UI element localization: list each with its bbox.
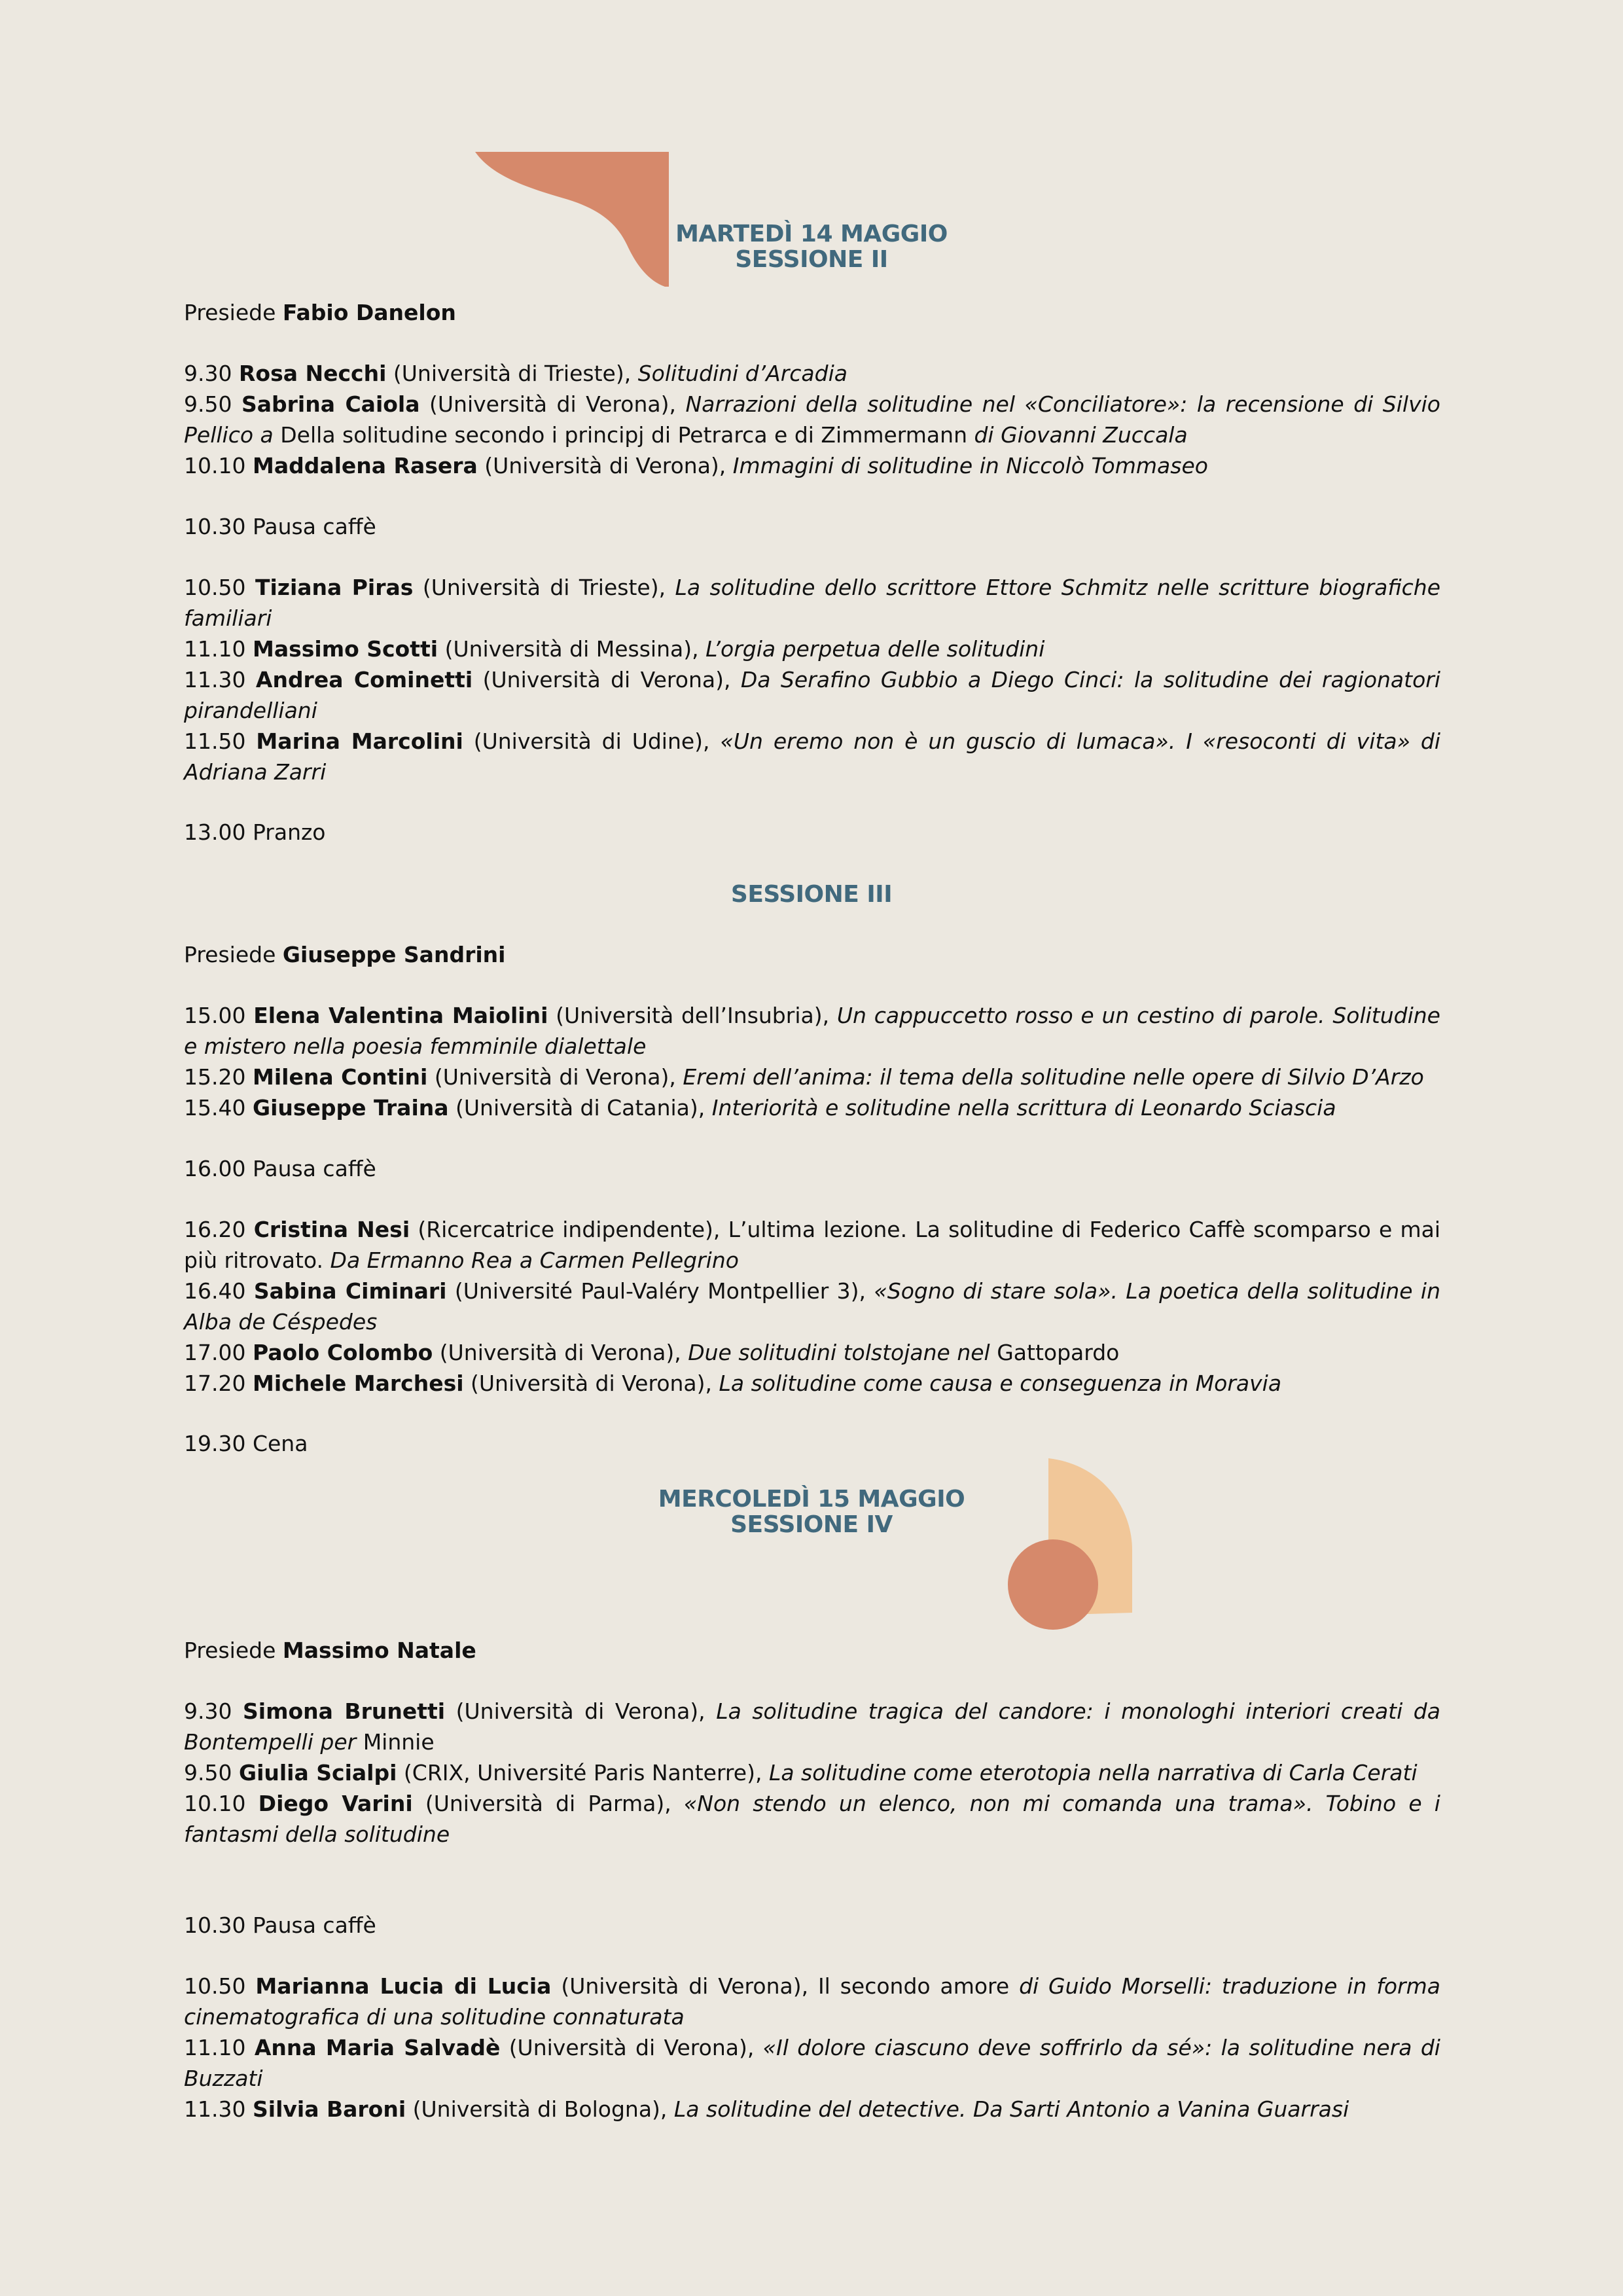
text-span: Gattopardo xyxy=(997,1340,1120,1365)
program-entry xyxy=(184,1757,1440,1788)
text-span: Presiede xyxy=(184,1638,276,1663)
dinner xyxy=(184,1428,1440,1459)
session2-chair xyxy=(184,297,1440,328)
speaker-name: Giuseppe Traina xyxy=(252,1095,449,1121)
speaker-name: Simona Brunetti xyxy=(243,1698,446,1724)
chair-name: Fabio Danelon xyxy=(282,300,456,325)
speaker-name: Elena Valentina Maiolini xyxy=(253,1003,548,1028)
speaker-name: Tiziana Piras xyxy=(255,575,414,600)
text-span: Presiede xyxy=(184,300,276,325)
text-span: 10.50 xyxy=(184,575,246,600)
day2-date: MERCOLEDÌ 15 MAGGIO xyxy=(658,1486,965,1513)
text-span: Della solitudine secondo i principj di Petrarca e di Zimmermann xyxy=(280,422,967,448)
talk-title: Narrazioni della solitudine nel «Conciliatore»: la recensione di Silvio Pellico a xyxy=(184,391,1440,448)
program-entry xyxy=(184,2032,1440,2094)
text-span: 9.50 xyxy=(184,1760,232,1785)
text-span: 11.10 xyxy=(184,2035,246,2060)
talk-title: Due solitudini tolstojane nel xyxy=(688,1340,990,1365)
text-span: (Università dell’Insubria), xyxy=(556,1003,830,1028)
talk-title: Solitudini d’Arcadia xyxy=(637,361,847,386)
speaker-name: Massimo Scotti xyxy=(252,636,438,662)
speaker-name: Michele Marchesi xyxy=(252,1371,464,1396)
speaker-name: Marina Marcolini xyxy=(256,728,463,754)
program-entry xyxy=(184,1214,1440,1276)
program-line xyxy=(184,297,1440,328)
talk-title: di Giovanni Zuccala xyxy=(974,422,1188,448)
program-line: 16.00 Pausa caffè xyxy=(184,1156,376,1181)
text-span: (Università di Bologna), xyxy=(412,2096,668,2122)
program-line: 19.30 Cena xyxy=(184,1431,308,1456)
session3-talks-b xyxy=(184,1214,1440,1399)
text-span: 15.00 xyxy=(184,1003,246,1028)
speaker-name: Silvia Baroni xyxy=(252,2096,406,2122)
talk-title: «Sogno di stare sola». La poetica della solitudine in Alba de Céspedes xyxy=(184,1278,1441,1335)
peach-circle-decoration xyxy=(1005,1458,1133,1630)
text-span: (Università di Parma), xyxy=(425,1791,671,1816)
program-entry xyxy=(184,358,1440,389)
program-line xyxy=(184,939,1440,970)
text-span: 9.30 xyxy=(184,361,232,386)
program-line xyxy=(184,1635,1440,1666)
talk-title: Un cappuccetto rosso e un cestino di parole. Solitudine e mistero nella poesia femminile dialettale xyxy=(184,1003,1440,1059)
text-span: 11.10 xyxy=(184,636,246,662)
text-span: (Università di Verona), xyxy=(484,453,726,478)
program-entry xyxy=(184,1062,1440,1092)
program-entry xyxy=(184,1276,1440,1337)
text-span: (CRIX, Université Paris Nanterre), xyxy=(403,1760,762,1785)
lunch xyxy=(184,817,1440,848)
speaker-name: Giulia Scialpi xyxy=(238,1760,397,1785)
text-span: 16.40 xyxy=(184,1278,246,1304)
talk-title: La solitudine del detective. Da Sarti Antonio a Vanina Guarrasi xyxy=(673,2096,1349,2122)
program-entry xyxy=(184,1368,1440,1399)
program-entry xyxy=(184,572,1440,634)
talk-title: L’orgia perpetua delle solitudini xyxy=(705,636,1045,662)
talk-title: La solitudine tragica del candore: i monologhi interiori creati da Bontempelli per xyxy=(184,1698,1440,1755)
text-span: (Università di Trieste), xyxy=(393,361,632,386)
coffee-break-1 xyxy=(184,511,1440,542)
talk-title: La solitudine come causa e conseguenza in Moravia xyxy=(719,1371,1282,1396)
talk-title: «Non stendo un elenco, non mi comanda una trama». Tobino e i fantasmi della solitudine xyxy=(184,1791,1440,1847)
text-span: (Università di Verona), xyxy=(429,391,676,417)
session2-title: SESSIONE II xyxy=(735,246,888,273)
program-entry xyxy=(184,664,1440,726)
session4-talks-b xyxy=(184,1971,1440,2125)
day1-date: MARTEDÌ 14 MAGGIO xyxy=(675,221,948,247)
speaker-name: Sabina Ciminari xyxy=(253,1278,447,1304)
text-span: (Università di Verona), xyxy=(508,2035,755,2060)
program-entry xyxy=(184,1337,1440,1368)
chair-name: Massimo Natale xyxy=(282,1638,476,1663)
speaker-name: Anna Maria Salvadè xyxy=(254,2035,501,2060)
program-line: 13.00 Pranzo xyxy=(184,819,326,845)
text-span: 11.30 xyxy=(184,667,246,692)
talk-title: Da Serafino Gubbio a Diego Cinci: la solitudine dei ragionatori pirandelliani xyxy=(184,667,1441,723)
program-entry xyxy=(184,1000,1440,1062)
text-span: 9.50 xyxy=(184,391,232,417)
day1-heading xyxy=(0,221,1623,272)
text-span: (Università di Messina), xyxy=(444,636,699,662)
session3-chair xyxy=(184,939,1440,970)
text-span: (Università di Verona), xyxy=(455,1698,705,1724)
speaker-name: Sabrina Caiola xyxy=(241,391,420,417)
talk-title: La solitudine come eterotopia nella narrativa di Carla Cerati xyxy=(768,1760,1418,1785)
text-span: (Ricercatrice indipendente), xyxy=(418,1217,721,1242)
text-span: L’ultima lezione. La solitudine di Federico Caffè scomparso e mai più ritrovato. xyxy=(184,1217,1440,1273)
text-span: 16.20 xyxy=(184,1217,246,1242)
text-span: Il secondo amore xyxy=(817,1973,1010,1999)
text-span: 15.20 xyxy=(184,1064,246,1090)
text-span: 15.40 xyxy=(184,1095,246,1121)
text-span: (Università di Catania), xyxy=(455,1095,705,1121)
speaker-name: Milena Contini xyxy=(252,1064,428,1090)
program-entry xyxy=(184,1696,1440,1757)
program-entry xyxy=(184,1788,1440,1850)
text-span: Presiede xyxy=(184,942,276,967)
talk-title: «Un eremo non è un guscio di lumaca». I «resoconti di vita» di Adriana Zarri xyxy=(184,728,1440,785)
session4-chair xyxy=(184,1635,1440,1666)
program-entry xyxy=(184,634,1440,664)
session4-title: SESSIONE IV xyxy=(730,1511,893,1538)
text-span: SESSIONE III xyxy=(730,881,893,908)
text-span: (Università di Verona), xyxy=(482,667,731,692)
speaker-name: Marianna Lucia di Lucia xyxy=(255,1973,552,1999)
speaker-name: Rosa Necchi xyxy=(238,361,387,386)
session3-title xyxy=(0,882,1623,907)
talk-title: di Guido Morselli: traduzione in forma cinematografica di una solitudine connaturata xyxy=(184,1973,1440,2030)
session2-talks-a xyxy=(184,358,1440,481)
text-span: (Università di Verona), xyxy=(561,1973,809,1999)
text-span: (Università di Verona), xyxy=(471,1371,713,1396)
program-line: 10.30 Pausa caffè xyxy=(184,514,376,539)
day2-heading xyxy=(0,1486,1623,1537)
program-entry xyxy=(184,2094,1440,2125)
session4-talks-a xyxy=(184,1696,1440,1850)
speaker-name: Cristina Nesi xyxy=(253,1217,410,1242)
text-span: 17.20 xyxy=(184,1371,246,1396)
text-span: 11.30 xyxy=(184,2096,246,2122)
program-entry xyxy=(184,1092,1440,1123)
text-span: Minnie xyxy=(363,1729,435,1755)
talk-title: Interiorità e solitudine nella scrittura di Leonardo Sciascia xyxy=(711,1095,1336,1121)
coffee-break-3 xyxy=(184,1910,1440,1941)
text-span: (Università di Verona), xyxy=(434,1064,676,1090)
talk-title: Immagini di solitudine in Niccolò Tommaseo xyxy=(732,453,1208,478)
text-span: 17.00 xyxy=(184,1340,246,1365)
talk-title: Da Ermanno Rea a Carmen Pellegrino xyxy=(330,1247,739,1273)
text-span: (Università di Trieste), xyxy=(422,575,666,600)
program-entry xyxy=(184,1971,1440,2032)
speaker-name: Diego Varini xyxy=(258,1791,413,1816)
program-line: 10.30 Pausa caffè xyxy=(184,1912,376,1938)
text-span: 10.10 xyxy=(184,1791,246,1816)
session2-talks-b xyxy=(184,572,1440,787)
talk-title: «Il dolore ciascuno deve soffrirlo da sé»: la solitudine nera di Buzzati xyxy=(184,2035,1440,2091)
text-span: (Università di Verona), xyxy=(439,1340,681,1365)
text-span: 10.10 xyxy=(184,453,246,478)
program-entry xyxy=(184,726,1440,787)
text-span: 11.50 xyxy=(184,728,246,754)
talk-title: La solitudine dello scrittore Ettore Schmitz nelle scritture biografiche familiari xyxy=(184,575,1441,631)
speaker-name: Andrea Cominetti xyxy=(255,667,473,692)
chair-name: Giuseppe Sandrini xyxy=(282,942,506,967)
talk-title: Eremi dell’anima: il tema della solitudine nelle opere di Silvio D’Arzo xyxy=(683,1064,1424,1090)
speaker-name: Maddalena Rasera xyxy=(252,453,478,478)
session3-talks-a xyxy=(184,1000,1440,1123)
text-span: (Università di Udine), xyxy=(473,728,710,754)
text-span: 9.30 xyxy=(184,1698,232,1724)
program-entry xyxy=(184,450,1440,481)
coffee-break-2 xyxy=(184,1153,1440,1184)
text-span: 10.50 xyxy=(184,1973,246,1999)
text-span: (Université Paul-Valéry Montpellier 3), xyxy=(454,1278,866,1304)
speaker-name: Paolo Colombo xyxy=(252,1340,433,1365)
program-entry xyxy=(184,389,1440,450)
